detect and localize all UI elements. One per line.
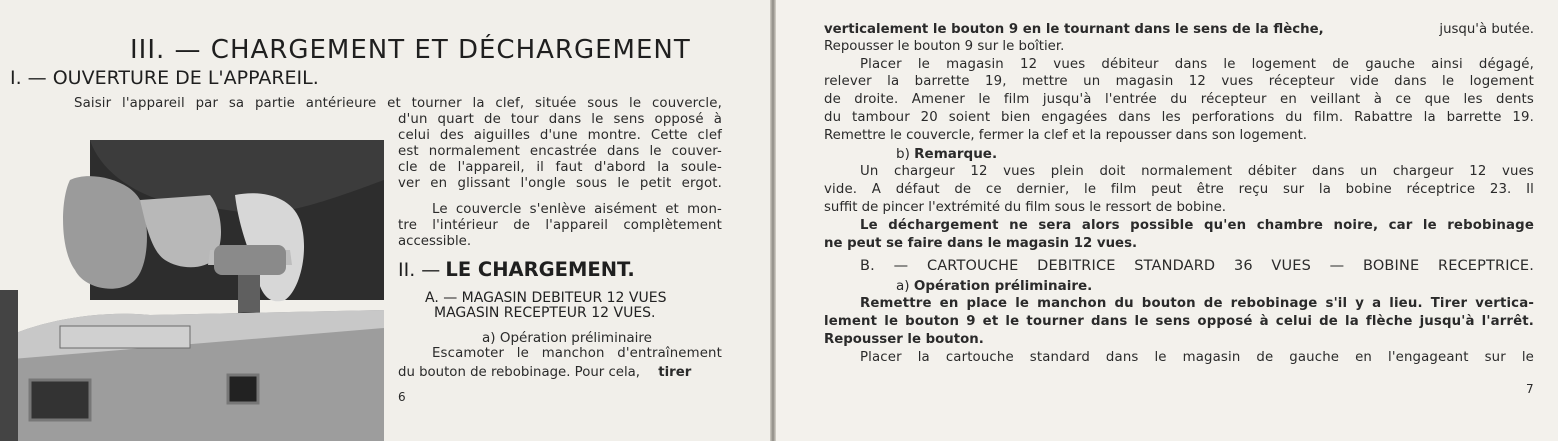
operation-b-prefix: a) [896,278,910,294]
subsection-a-line1: A. — MAGASIN DEBITEUR 12 VUES [425,290,667,306]
remark-prefix: b) [896,146,910,162]
operation-a-line2-bold: tirer [658,365,692,380]
page-number-left: 6 [398,390,406,404]
right-line-2: Repousser le bouton 9 sur le boîtier. [824,39,1065,54]
section-1-title: I. — OUVERTURE DE L'APPAREIL. [10,67,319,89]
section-1-line: cle de l'appareil, il faut d'abord la soule- [398,160,722,175]
unloading-line: Le déchargement ne sera alors possible qu'en chambre noire, car le rebobinage [860,218,1534,233]
operation-b-heading [896,278,1092,294]
remark-line: Un chargeur 12 vues plein doit normalement débiter dans un chargeur 12 vues [860,164,1534,179]
right-line-1-text: jusqu'à butée. [1439,22,1534,37]
subsection-a-line2: MAGASIN RECEPTEUR 12 VUES. [434,305,656,321]
right-last-line: Placer la cartouche standard dans le magasin de gauche en l'engageant sur le [860,350,1534,365]
camera-photo [0,140,384,441]
section-1-line: celui des aiguilles d'une montre. Cette clef [398,128,722,143]
operation-a-line2-text: du bouton de rebobinage. Pour cela, [398,365,641,380]
remark-title: Remarque. [914,146,998,162]
operation-a-title: a) Opération préliminaire [482,330,652,346]
right-line-1 [824,22,1534,37]
right-page [776,0,1558,441]
section-1-line: Saisir l'appareil par sa partie antérieure et tourner la clef, située sous le couvercle, [74,96,722,111]
para-2-line: du tambour 20 soient bien engagées dans les perforations du film. Rabattre la barrette 19. [824,110,1534,125]
left-page [0,0,770,441]
operation-b-line: lement le bouton 9 et le tourner dans le sens opposé à celui de la flèche jusqu'à l'arrêt. [824,314,1534,329]
para-2-line: de droite. Amener le film jusqu'à l'entrée du récepteur en veillant à ce que les dents [824,92,1534,107]
section-1-line: Le couvercle s'enlève aisément et mon- [432,202,722,217]
remark-line: vide. A défaut de ce dernier, le film peut être reçu sur la bobine réceptrice 23. Il [824,182,1534,197]
section-2-prefix: II. — [398,259,441,281]
page-number-right: 7 [1526,382,1534,396]
section-2-title [398,258,635,281]
operation-b-line: Remettre en place le manchon du bouton de rebobinage s'il y a lieu. Tirer vertica- [860,296,1534,311]
remark-heading [896,146,997,162]
unloading-line: ne peut se faire dans le magasin 12 vues. [824,236,1138,251]
section-b-title: B. — CARTOUCHE DEBITRICE STANDARD 36 VUES — BOBINE RECEPTRICE. [860,258,1534,274]
remark-line: suffit de pincer l'extrémité du film sous le ressort de bobine. [824,200,1226,215]
section-2-main: LE CHARGEMENT. [445,258,635,281]
section-1-line: est normalement encastrée dans le couver- [398,144,722,159]
right-line-1-bold: verticalement le bouton 9 en le tournant dans le sens de la flèche, [824,22,1324,37]
section-1-line: accessible. [398,234,472,249]
operation-b-title: Opération préliminaire. [913,278,1093,294]
section-1-line: ver en glissant l'ongle sous le petit ergot. [398,176,722,191]
operation-b-line: Repousser le bouton. [824,332,984,347]
para-2-line: Remettre le couvercle, fermer la clef et la repousser dans son logement. [824,128,1308,143]
section-1-line: d'un quart de tour dans le sens opposé à [398,112,722,127]
operation-a-line2 [398,365,691,380]
chapter-title: III. — CHARGEMENT ET DÉCHARGEMENT [130,35,691,65]
para-2-line: Placer le magasin 12 vues débiteur dans le logement de gauche ainsi dégagé, [860,57,1534,72]
para-2-line: relever la barrette 19, mettre un magasin 12 vues récepteur vide dans le logement [824,74,1534,89]
operation-a-line1: Escamoter le manchon d'entraînement [432,346,722,361]
section-1-line: tre l'intérieur de l'appareil complètement [398,218,722,233]
